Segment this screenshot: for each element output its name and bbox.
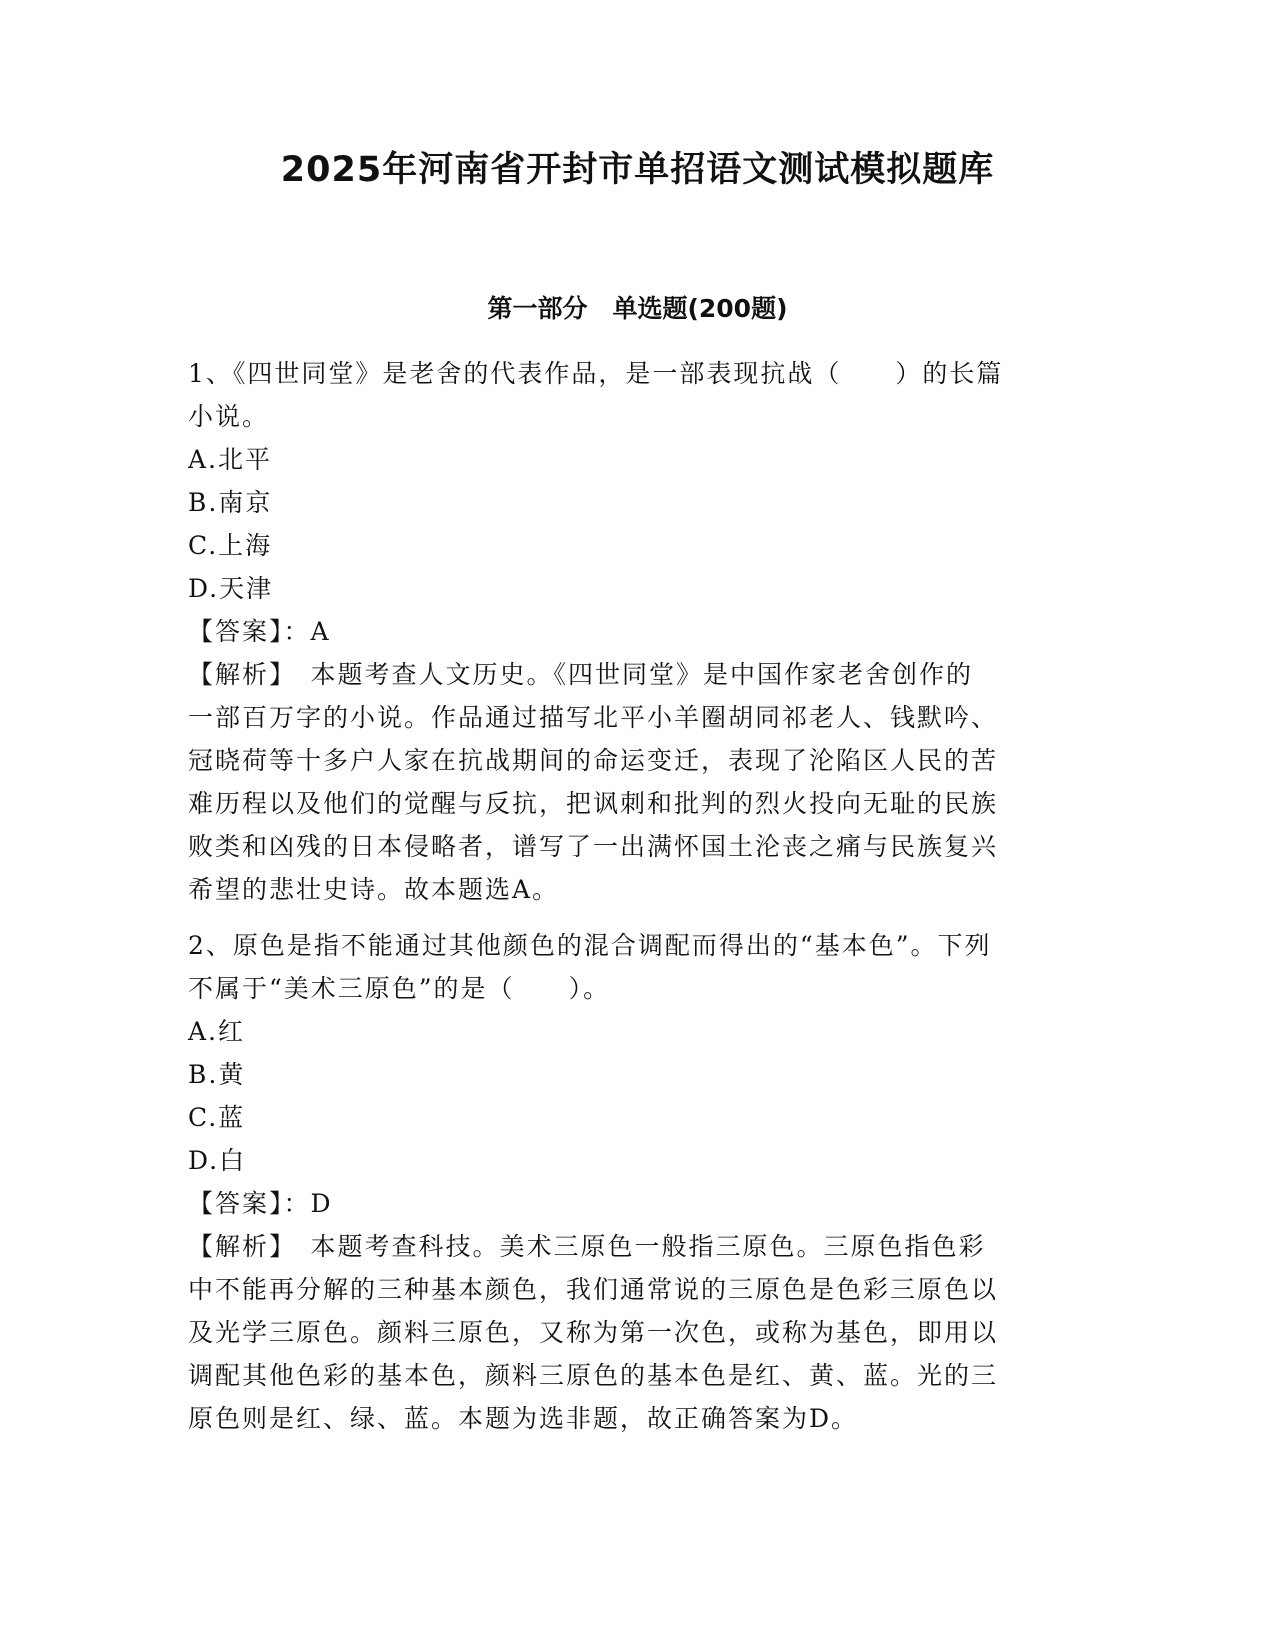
explanation-line: 调配其他色彩的基本色，颜料三原色的基本色是红、黄、蓝。光的三: [188, 1361, 999, 1390]
question-stem-line: 不属于“美术三原色”的是（ ）。: [188, 974, 611, 1003]
section-title: 第一部分 单选题(200题): [487, 294, 788, 323]
option-b: B.黄: [188, 1060, 246, 1089]
question-1: [188, 352, 1080, 911]
answer-line: 【答案】：A: [188, 617, 331, 646]
explanation-line: 一部百万字的小说。作品通过描写北平小羊圈胡同祁老人、钱默吟、: [188, 703, 999, 732]
question-stem-line: 1、《四世同堂》是老舍的代表作品，是一部表现抗战（ ）的长篇: [188, 359, 1004, 388]
question-stem-line: 小说。: [188, 402, 270, 431]
explanation-line: 败类和凶残的日本侵略者，谱写了一出满怀国土沦丧之痛与民族复兴: [188, 832, 999, 861]
explanation-line: 难历程以及他们的觉醒与反抗，把讽刺和批判的烈火投向无耻的民族: [188, 789, 999, 818]
option-b: B.南京: [188, 488, 273, 517]
explanation-line: 【解析】 本题考查科技。美术三原色一般指三原色。三原色指色彩: [188, 1232, 986, 1261]
question-list: [188, 352, 1080, 1440]
option-c: C.蓝: [188, 1103, 246, 1132]
option-a: A.北平: [188, 445, 273, 474]
option-a: A.红: [188, 1017, 246, 1046]
option-d: D.天津: [188, 574, 274, 603]
explanation-line: 希望的悲壮史诗。故本题选A。: [188, 875, 560, 904]
question-2: [188, 924, 1080, 1440]
explanation-line: 原色则是红、绿、蓝。本题为选非题，故正确答案为D。: [188, 1404, 859, 1433]
answer-line: 【答案】：D: [188, 1189, 333, 1218]
explanation-line: 冠晓荷等十多户人家在抗战期间的命运变迁，表现了沦陷区人民的苦: [188, 746, 999, 775]
explanation-line: 中不能再分解的三种基本颜色，我们通常说的三原色是色彩三原色以: [188, 1275, 999, 1304]
explanation-line: 及光学三原色。颜料三原色，又称为第一次色，或称为基色，即用以: [188, 1318, 999, 1347]
explanation-line: 【解析】 本题考查人文历史。《四世同堂》是中国作家老舍创作的: [188, 660, 974, 689]
option-d: D.白: [188, 1146, 247, 1175]
option-c: C.上海: [188, 531, 273, 560]
question-stem-line: 2、原色是指不能通过其他颜色的混合调配而得出的“基本色”。下列: [188, 931, 992, 960]
document-title: 2025年河南省开封市单招语文测试模拟题库: [280, 150, 995, 190]
